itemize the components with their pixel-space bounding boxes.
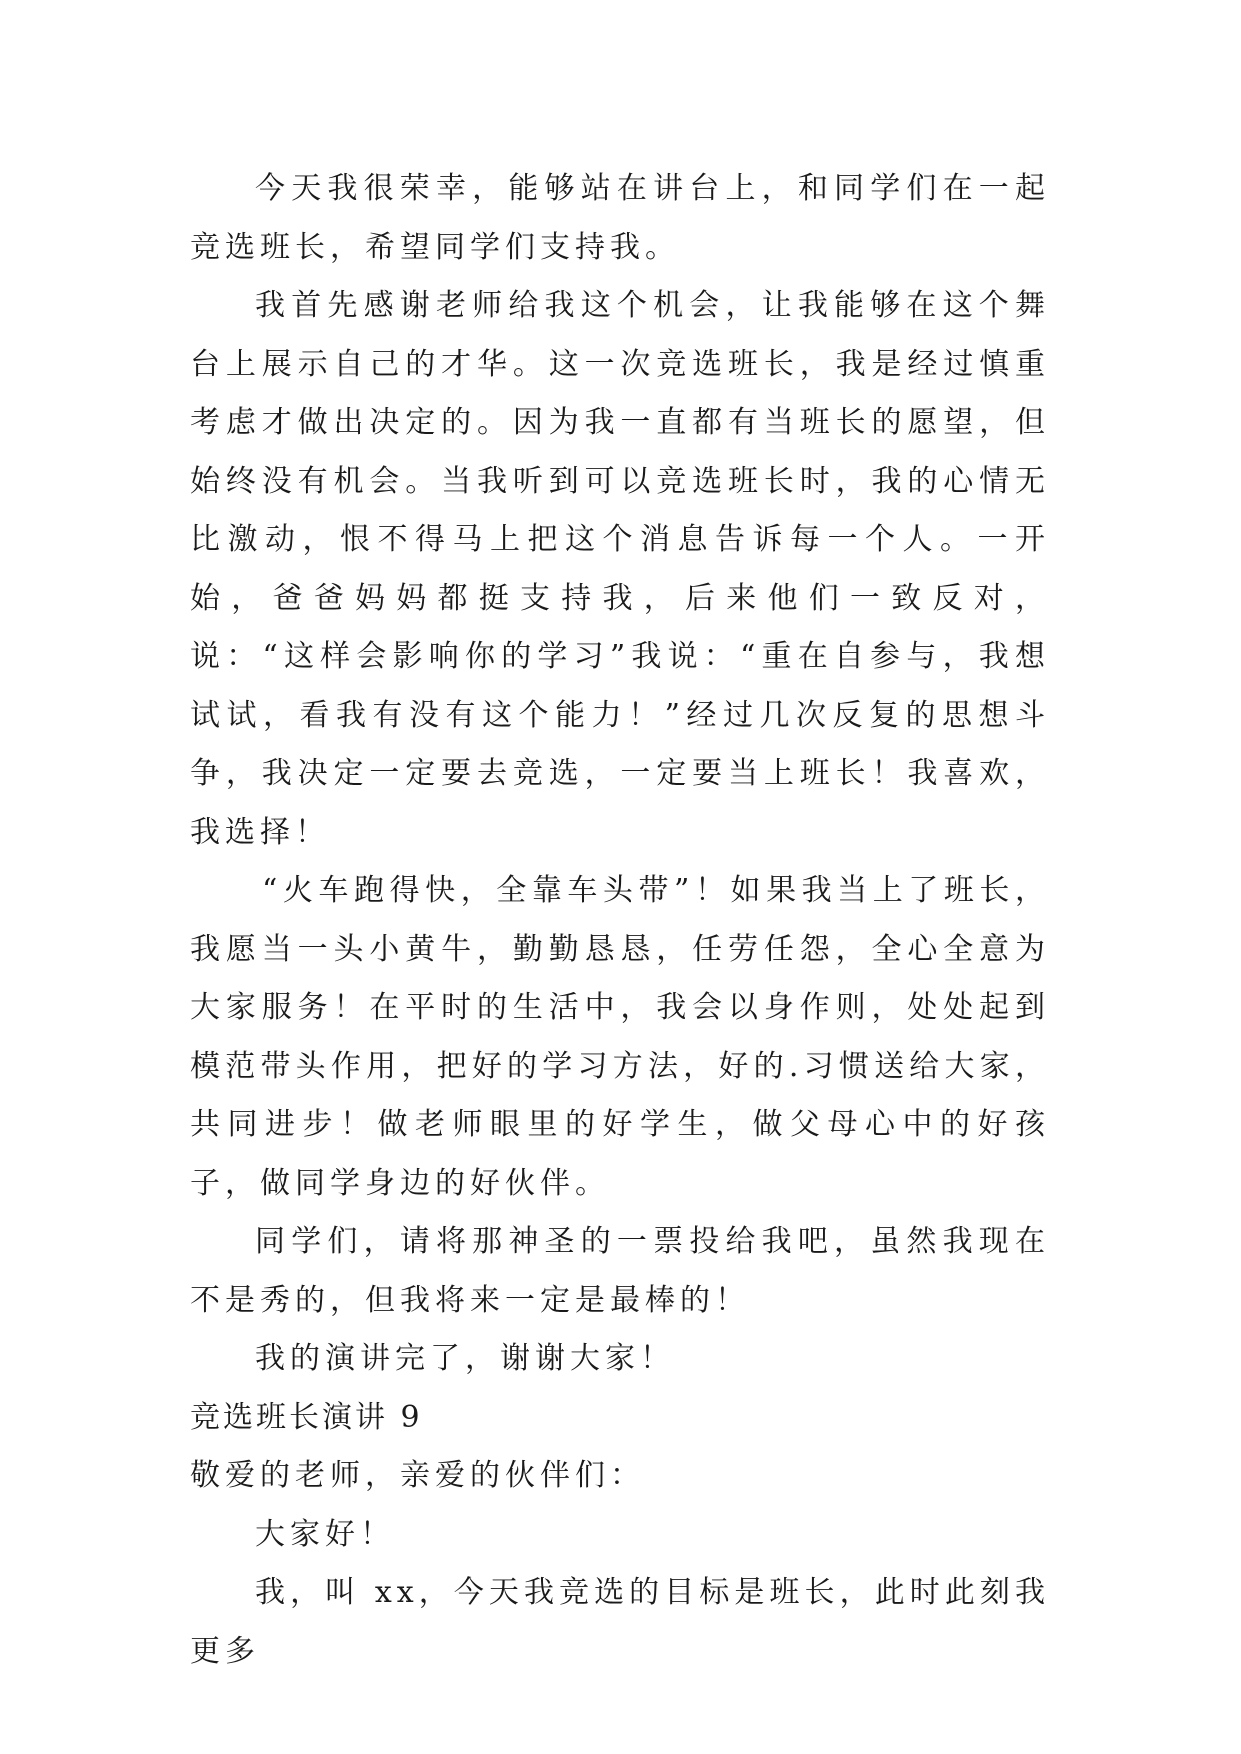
paragraph-decision: 我首先感谢老师给我这个机会，让我能够在这个舞台上展示自己的才华。这一次竞选班长，我是经过慎重考虑才做出决定的。因为我一直都有当班长的愿望，但始终没有机会。当我听到可以竞选班长时，我的心情无比激动，恨不得马上把这个消息告诉每一个人。一开始，爸爸妈妈都挺支持我，后来他们一致反对，说：“这样会影响你的学习”我说：“重在自参与，我想试试，看我有没有这个能力！”经过几次反复的思想斗争，我决定一定要去竞选，一定要当上班长！我喜欢，我选择！ — [190, 288, 1050, 850]
greeting: 大家好！ — [255, 1516, 395, 1552]
paragraph-promise: “火车跑得快，全靠车头带”！如果我当上了班长，我愿当一头小黄牛，勤勤恳恳，任劳任怨，全心全意为大家服务！在平时的生活中，我会以身作则，处处起到模范带头作用，把好的学习方法，好的.习惯送给大家，共同进步！做老师眼里的好学生，做父母心中的好孩子，做同学身边的好伙伴。 — [190, 873, 1050, 1201]
salutation: 敬爱的老师，亲爱的伙伴们： — [190, 1458, 645, 1493]
opening-line: 我，叫 xx，今天我竞选的目标是班长，此时此刻我更多 — [190, 1575, 1050, 1669]
section-title: 竞选班长演讲 9 — [190, 1399, 423, 1435]
document-page — [190, 160, 1050, 1681]
paragraph-closing: 我的演讲完了，谢谢大家！ — [255, 1341, 675, 1376]
paragraph-intro: 今天我很荣幸，能够站在讲台上，和同学们在一起竞选班长，希望同学们支持我。 — [190, 171, 1050, 265]
paragraph-vote-request: 同学们，请将那神圣的一票投给我吧，虽然我现在不是秀的，但我将来一定是最棒的！ — [190, 1224, 1050, 1318]
